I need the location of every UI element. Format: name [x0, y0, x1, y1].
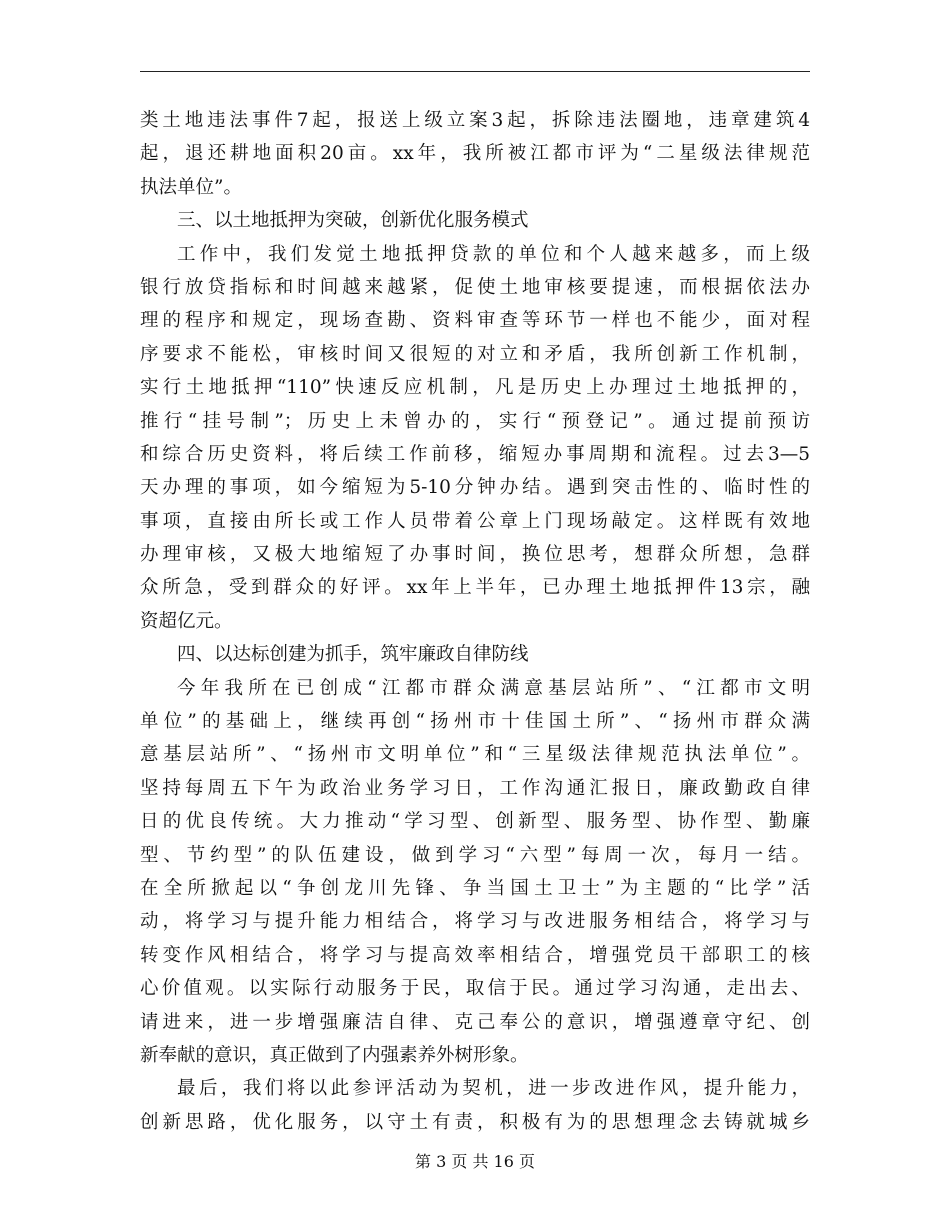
- text-line: 理的程序和规定，现场查勘、资料审查等环节一样也不能少，面对程: [140, 310, 810, 332]
- text-line: 序要求不能松，审核时间又很短的对立和矛盾，我所创新工作机制，: [140, 343, 810, 365]
- text-line: 实行土地抵押“110”快速反应机制，凡是历史上办理过土地抵押的，: [140, 377, 810, 399]
- text-line: 工作中，我们发觉土地抵押贷款的单位和个人越来越多，而上级: [177, 243, 810, 265]
- body-text: [140, 104, 810, 1139]
- text-line: 最后，我们将以此参评活动为契机，进一步改进作风，提升能力，: [177, 1078, 810, 1100]
- text-line: 推行“挂号制”；历史上未曾办的，实行“预登记”。通过提前预访: [140, 410, 810, 432]
- text-line: 办理审核，又极大地缩短了办事时间，换位思考，想群众所想，急群: [140, 544, 810, 566]
- text-line: 转变作风相结合，将学习与提高效率相结合，增强党员干部职工的核: [140, 944, 810, 966]
- text-line: 起，退还耕地面积20亩。xx年，我所被江都市评为“二星级法律规范: [140, 143, 810, 165]
- text-line: 类土地违法事件7起，报送上级立案3起，拆除违法圈地，违章建筑4: [140, 110, 810, 131]
- text-line: 和综合历史资料，将后续工作前移，缩短办事周期和流程。过去3—5: [140, 443, 810, 465]
- text-line: 执法单位”。: [140, 176, 242, 198]
- text-line: 意基层站所”、“扬州市文明单位”和“三星级法律规范执法单位”。: [140, 744, 810, 766]
- text-line: 动，将学习与提升能力相结合，将学习与改进服务相结合，将学习与: [140, 911, 810, 933]
- text-line: 事项，直接由所长或工作人员带着公章上门现场敲定。这样既有效地: [140, 510, 810, 532]
- text-line: 银行放贷指标和时间越来越紧，促使土地审核要提速，而根据依法办: [140, 276, 810, 298]
- text-line: 心价值观。以实际行动服务于民，取信于民。通过学习沟通，走出去、: [140, 978, 810, 1000]
- text-line: 众所急，受到群众的好评。xx年上半年，已办理土地抵押件13宗，融: [140, 577, 810, 599]
- text-line: 在全所掀起以“争创龙川先锋、争当国土卫士”为主题的“比学”活: [140, 877, 810, 899]
- text-line: 新奉献的意识，真正做到了内强素养外树形象。: [140, 1044, 529, 1066]
- page-footer: 第 3 页 共 16 页: [415, 1152, 535, 1171]
- text-line: 坚持每周五下午为政治业务学习日，工作沟通汇报日，廉政勤政自律: [140, 777, 810, 799]
- text-line: 天办理的事项，如今缩短为5-10分钟办结。遇到突击性的、临时性的: [140, 477, 810, 499]
- text-line: 型、节约型”的队伍建设，做到学习“六型”每周一次，每月一结。: [140, 844, 810, 866]
- section-heading: 三、以土地抵押为突破，创新优化服务模式: [177, 210, 529, 232]
- text-line: 资超亿元。: [140, 610, 233, 632]
- text-line: 单位”的基础上，继续再创“扬州市十佳国土所”、“扬州市群众满: [140, 711, 810, 733]
- text-line: 今年我所在已创成“江都市群众满意基层站所”、“江都市文明: [177, 677, 810, 699]
- text-line: 日的优良传统。大力推动“学习型、创新型、服务型、协作型、勤廉: [140, 811, 810, 833]
- section-heading: 四、以达标创建为抓手，筑牢廉政自律防线: [177, 644, 529, 666]
- text-line: 请进来，进一步增强廉洁自律、克己奉公的意识，增强遵章守纪、创: [140, 1011, 810, 1033]
- text-line: 创新思路，优化服务，以守土有责，积极有为的思想理念去铸就城乡: [140, 1111, 810, 1133]
- header-rule: [140, 71, 810, 72]
